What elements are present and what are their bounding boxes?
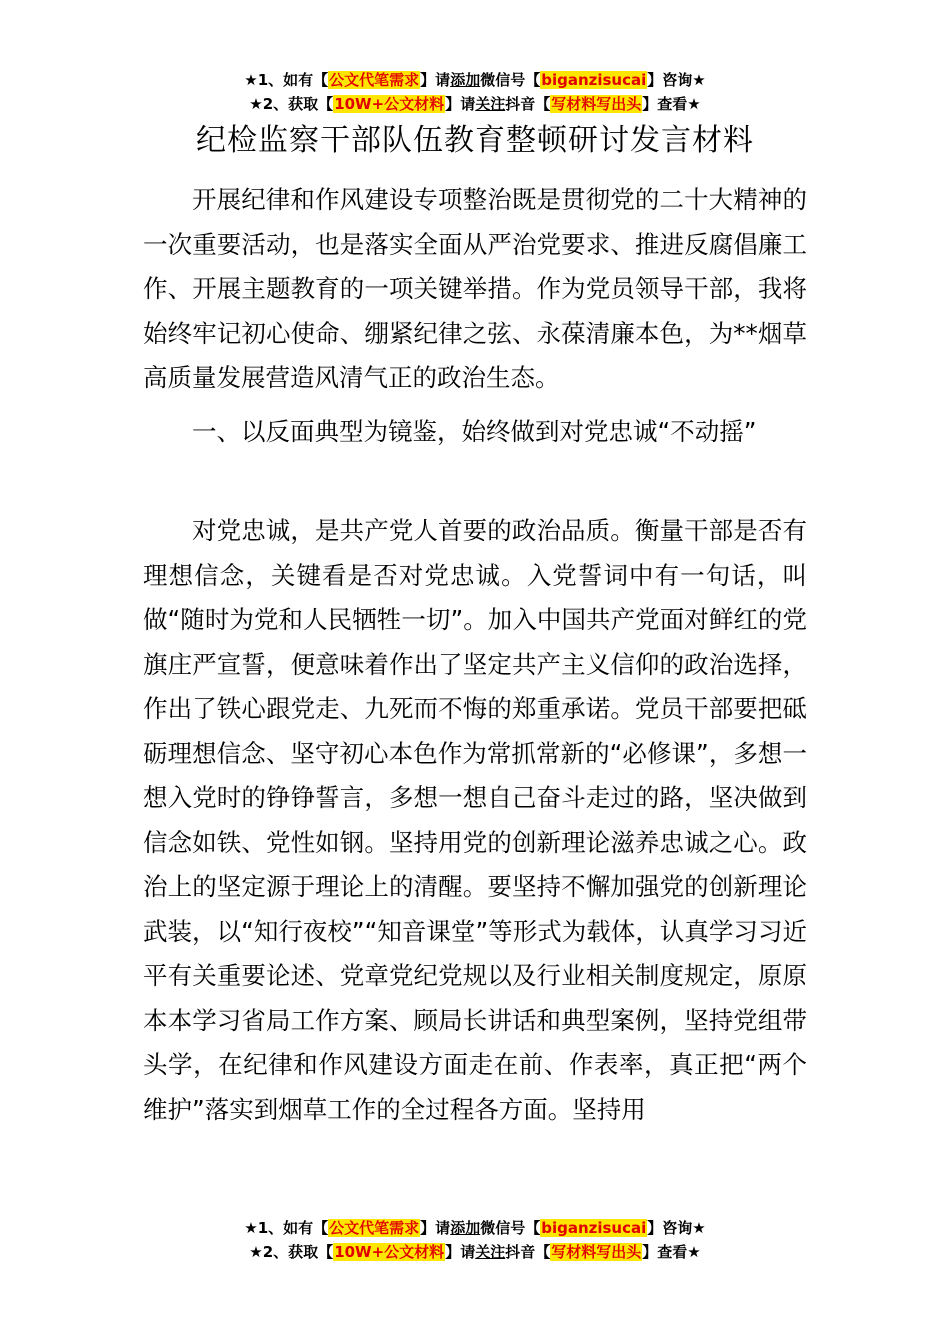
- banner-highlight: 写材料写出头: [551, 1243, 642, 1261]
- banner-underlined-text: 添加: [450, 1219, 481, 1237]
- banner-line-1: [0, 68, 950, 92]
- banner-text: 】咨询★: [647, 71, 706, 89]
- banner-text: 】咨询★: [647, 1219, 706, 1237]
- banner-highlight: 公文代笔需求: [329, 1219, 420, 1237]
- banner-highlight: 10W+公文材料: [334, 1243, 445, 1261]
- paragraph-body: 对党忠诚，是共产党人首要的政治品质。衡量干部是否有理想信念，关键看是否对党忠诚。入党誓词中有一句话，叫做“随时为党和人民牺牲一切”。加入中国共产党面对鲜红的党旗庄严宣誓，便意味着作出了坚定共产主义信仰的政治选择，作出了铁心跟党走、九死而不悔的郑重承诺。党员干部要把砥砺理想信念、坚守初心本色作为常抓常新的“必修课”，多想一想入党时的铮铮誓言，多想一想自己奋斗走过的路，坚决做到信念如铁、党性如钢。坚持用党的创新理论滋养忠诚之心。政治上的坚定源于理论上的清醒。要坚持不懈加强党的创新理论武装，以“知行夜校”“知音课堂”等形式为载体，认真学习习近平有关重要论述、党章党纪党规以及行业相关制度规定，原原本本学习省局工作方案、顾局长讲话和典型案例，坚持党组带头学，在纪律和作风建设方面走在前、作表率，真正把“两个维护”落实到烟草工作的全过程各方面。坚持用: [143, 516, 807, 1124]
- header-banner: [0, 68, 950, 116]
- banner-text: 抖音【: [505, 1243, 551, 1261]
- star-icon: ★: [244, 71, 258, 89]
- banner-text: 2、获取【: [262, 95, 334, 113]
- banner-text: 】请: [445, 95, 476, 113]
- section-heading-1: 一、以反面典型为镜鉴，始终做到对党忠诚“不动摇”: [192, 417, 757, 446]
- banner-line-1: [0, 1216, 950, 1240]
- banner-underlined-text: 添加: [450, 71, 481, 89]
- banner-highlight: 写材料写出头: [551, 95, 642, 113]
- paragraph-intro: 开展纪律和作风建设专项整治既是贯彻党的二十大精神的一次重要活动，也是落实全面从严治党要求、推进反腐倡廉工作、开展主题教育的一项关键举措。作为党员领导干部，我将始终牢记初心使命、绷紧纪律之弦、永葆清廉本色，为**烟草高质量发展营造风清气正的政治生态。: [143, 185, 807, 392]
- banner-text: 】查看★: [642, 1243, 701, 1261]
- banner-text: 微信号【: [480, 1219, 541, 1237]
- banner-text: 1、如有【: [257, 1219, 329, 1237]
- banner-line-2: [0, 92, 950, 116]
- banner-underlined-text: 关注: [475, 1243, 506, 1261]
- banner-highlight: biganzisucai: [541, 1219, 647, 1237]
- banner-text: 】请: [420, 71, 451, 89]
- banner-text: 】查看★: [642, 95, 701, 113]
- banner-text: 1、如有【: [257, 71, 329, 89]
- star-icon: ★: [244, 1219, 258, 1237]
- banner-highlight: 10W+公文材料: [334, 95, 445, 113]
- banner-line-2: [0, 1240, 950, 1264]
- document-title: 纪检监察干部队伍教育整顿研讨发言材料: [196, 123, 754, 158]
- banner-text: 2、获取【: [262, 1243, 334, 1261]
- banner-text: 】请: [445, 1243, 476, 1261]
- star-icon: ★: [249, 1243, 263, 1261]
- banner-highlight: 公文代笔需求: [329, 71, 420, 89]
- footer-banner: [0, 1216, 950, 1264]
- banner-text: 微信号【: [480, 71, 541, 89]
- banner-text: 】请: [420, 1219, 451, 1237]
- star-icon: ★: [249, 95, 263, 113]
- banner-text: 抖音【: [505, 95, 551, 113]
- banner-underlined-text: 关注: [475, 95, 506, 113]
- banner-highlight: biganzisucai: [541, 71, 647, 89]
